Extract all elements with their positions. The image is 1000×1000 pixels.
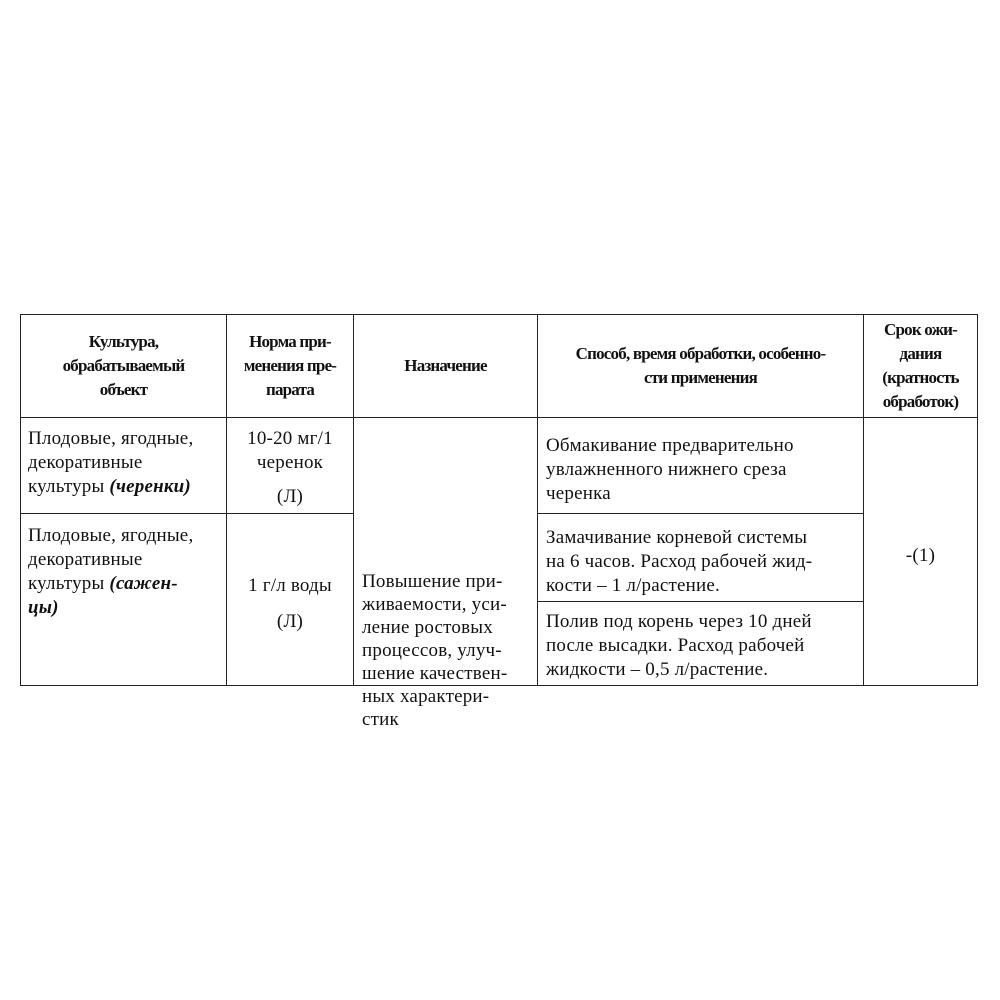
row1-crop-text: культуры <box>28 476 110 497</box>
row1-method-cell <box>537 417 864 514</box>
term-cell <box>863 417 978 686</box>
row2-method-a-line: кости – 1 л/растение. <box>546 575 720 596</box>
purpose-cell <box>353 417 538 730</box>
row2-crop-text: культуры <box>28 573 110 594</box>
row2-rate-cell <box>226 513 354 686</box>
row2-crop-type-cont: цы) <box>28 597 59 618</box>
header-rate-line: Норма при- <box>249 332 331 351</box>
row1-crop-cell <box>20 417 227 514</box>
header-term-line: (кратность <box>882 368 959 387</box>
purpose-line: ных характери- <box>362 686 490 707</box>
header-term <box>863 314 978 418</box>
header-rate-line: парата <box>265 380 315 399</box>
header-term-line: обработок) <box>882 392 959 411</box>
header-purpose-line: Назначение <box>404 356 487 375</box>
row2-method-a-cell <box>537 513 864 602</box>
header-rate <box>226 314 354 418</box>
row1-crop-line: Плодовые, ягодные, <box>28 428 194 449</box>
row2-method-b-line: Полив под корень через 10 дней <box>546 611 812 632</box>
row2-rate-line: 1 г/л воды <box>248 575 332 596</box>
row1-crop-line-last <box>28 475 226 499</box>
purpose-line: процессов, улуч- <box>362 640 502 661</box>
header-crop-line: Культура, <box>88 332 159 351</box>
row2-method-b-line: жидкости – 0,5 л/растение. <box>546 659 769 680</box>
row2-crop-cell <box>20 513 227 686</box>
row2-crop-line: декоративные <box>28 549 143 570</box>
row2-method-a-line: Замачивание корневой системы <box>546 527 808 548</box>
row1-rate-line: черенок <box>256 452 324 473</box>
purpose-line: Повышение при- <box>362 571 503 592</box>
header-rate-line: менения пре- <box>243 356 337 375</box>
row2-method-b-cell <box>537 601 864 686</box>
header-method-line: сти применения <box>643 368 758 387</box>
row1-crop-line: декоративные <box>28 452 143 473</box>
row1-rate-cell <box>226 417 354 514</box>
header-purpose <box>353 314 538 418</box>
header-method <box>537 314 864 418</box>
header-term-line: дания <box>899 344 942 363</box>
row1-method-line: Обмакивание предварительно <box>546 435 794 456</box>
row2-crop-type: (сажен- <box>109 573 178 594</box>
term-value: -(1) <box>905 545 936 566</box>
header-crop-line: обрабатываемый <box>62 356 185 375</box>
header-crop <box>20 314 227 418</box>
row1-method-line: черенка <box>546 483 611 504</box>
purpose-line: ление ростовых <box>362 617 493 638</box>
purpose-line: стик <box>362 709 399 730</box>
header-method-line: Способ, время обработки, особенно- <box>575 344 826 363</box>
row1-rate-line: 10-20 мг/1 <box>247 428 333 449</box>
row2-method-b-line: после высадки. Расход рабочей <box>546 635 805 656</box>
purpose-line: шение качествен- <box>362 663 508 684</box>
document-table <box>20 314 978 730</box>
row2-method-a-line: на 6 часов. Расход рабочей жид- <box>546 551 813 572</box>
row1-crop-type: (черенки) <box>109 476 191 497</box>
header-crop-line: объект <box>99 380 148 399</box>
row2-crop-line: Плодовые, ягодные, <box>28 525 194 546</box>
row2-crop-line-3 <box>28 572 226 596</box>
row1-method-line: увлажненного нижнего среза <box>546 459 787 480</box>
row2-rate-unit: (Л) <box>276 611 304 632</box>
header-term-line: Срок ожи- <box>884 320 957 339</box>
purpose-line: живаемости, уси- <box>362 594 507 615</box>
row1-rate-unit: (Л) <box>276 486 304 507</box>
